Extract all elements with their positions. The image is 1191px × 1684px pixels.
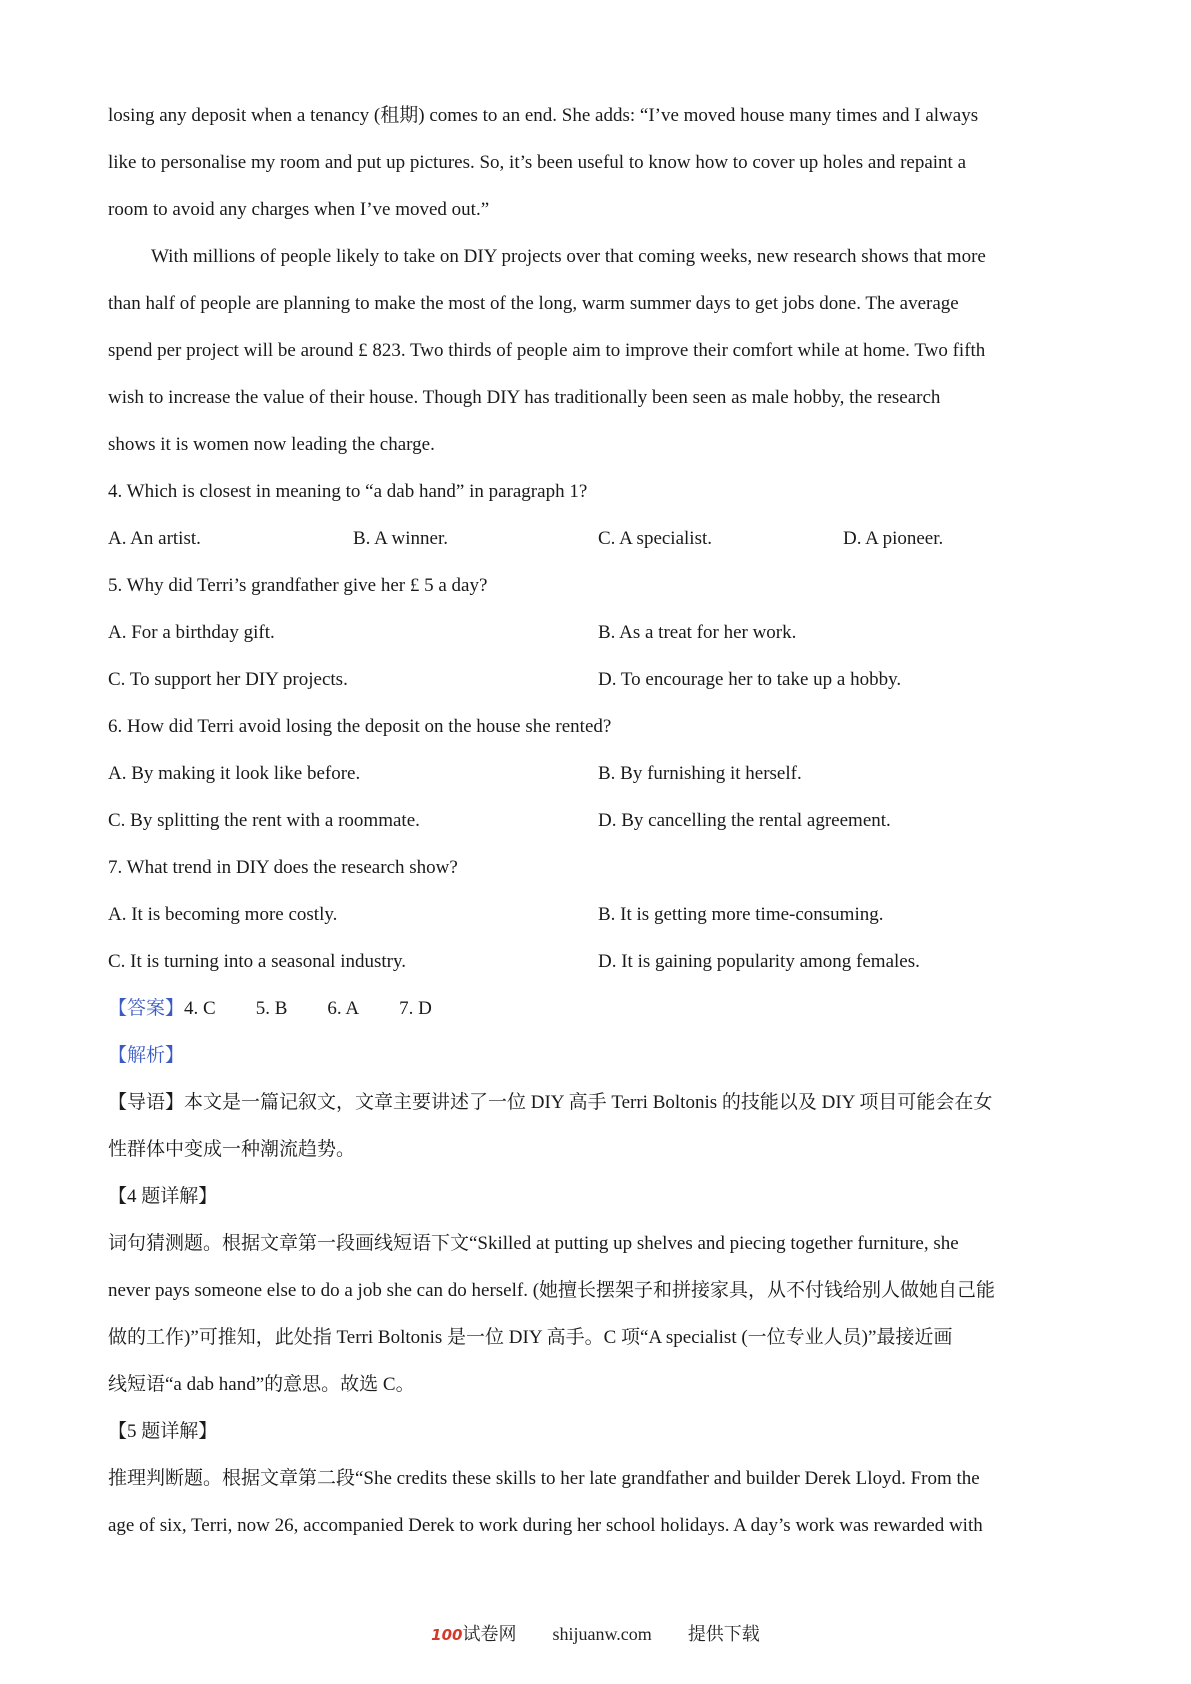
option-row — [108, 609, 1098, 656]
option-c: C. By splitting the rent with a roommate. — [108, 810, 420, 831]
analysis-line: age of six, Terri, now 26, accompanied Derek to work during her school holidays. A day’s work was rewarded with — [108, 1515, 983, 1536]
option-b: B. A winner. — [353, 528, 449, 549]
option-d: D. To encourage her to take up a hobby. — [598, 669, 902, 690]
passage-line: wish to increase the value of their house. Though DIY has traditionally been seen as male hobby, the research — [108, 387, 941, 408]
passage-line: shows it is women now leading the charge. — [108, 434, 435, 455]
document-page — [108, 92, 1098, 1549]
question-7 — [108, 844, 1098, 985]
question-4 — [108, 468, 1098, 562]
question-stem: 4. Which is closest in meaning to “a dab hand” in paragraph 1? — [108, 481, 588, 502]
answer-label: 【答案】 — [108, 998, 185, 1019]
option-row — [108, 797, 1098, 844]
passage-line: room to avoid any charges when I’ve moved out.” — [108, 199, 490, 220]
passage-line: spend per project will be around £ 823. Two thirds of people aim to improve their comfort while at home. Two fifth — [108, 340, 986, 361]
option-b: B. It is getting more time-consuming. — [598, 904, 884, 925]
question-5 — [108, 562, 1098, 703]
option-b: B. By furnishing it herself. — [598, 763, 802, 784]
answer-line — [108, 985, 1098, 1032]
question-stem: 6. How did Terri avoid losing the deposit on the house she rented? — [108, 716, 612, 737]
option-a: A. For a birthday gift. — [108, 622, 275, 643]
analysis-heading: 【4 题详解】 — [108, 1186, 218, 1207]
option-d: D. It is gaining popularity among females. — [598, 951, 920, 972]
analysis-label: 【解析】 — [108, 1045, 185, 1066]
analysis-line: 做的工作)”可推知，此处指 Terri Boltonis 是一位 DIY 高手。C 项“A specialist (一位专业人员)”最接近画 — [108, 1327, 953, 1348]
passage-line: like to personalise my room and put up pictures. So, it’s been useful to know how to cover up holes and repaint a — [108, 152, 966, 173]
question-stem: 5. Why did Terri’s grandfather give her £ 5 a day? — [108, 575, 488, 596]
answer-item: 5. B — [255, 998, 288, 1019]
analysis-line: never pays someone else to do a job she can do herself. (她擅长摆架子和拼接家具，从不付钱给别人做她自己能 — [108, 1280, 996, 1301]
option-d: D. A pioneer. — [843, 528, 944, 549]
question-stem: 7. What trend in DIY does the research show? — [108, 857, 458, 878]
analysis-heading: 【5 题详解】 — [108, 1421, 218, 1442]
answer-item: 4. C — [184, 998, 216, 1019]
option-a: A. An artist. — [108, 528, 201, 549]
passage — [108, 92, 1098, 468]
analysis-line: 线短语“a dab hand”的意思。故选 C。 — [108, 1374, 415, 1395]
passage-line: losing any deposit when a tenancy (租期) comes to an end. She adds: “I’ve moved house many times and I always — [108, 105, 979, 126]
option-b: B. As a treat for her work. — [598, 622, 797, 643]
analysis-line: 【导语】本文是一篇记叙文，文章主要讲述了一位 DIY 高手 Terri Boltonis 的技能以及 DIY 项目可能会在女 — [108, 1092, 993, 1113]
option-row — [108, 750, 1098, 797]
option-row — [108, 891, 1098, 938]
site-domain[interactable]: shijuanw.com — [552, 1624, 652, 1644]
option-row — [108, 656, 1098, 703]
answer-item: 6. A — [327, 998, 360, 1019]
option-row — [108, 515, 1098, 562]
option-c: C. To support her DIY projects. — [108, 669, 348, 690]
analysis-body — [108, 1079, 1098, 1549]
option-d: D. By cancelling the rental agreement. — [598, 810, 891, 831]
page-footer — [0, 1620, 1191, 1646]
question-6 — [108, 703, 1098, 844]
option-a: A. It is becoming more costly. — [108, 904, 338, 925]
analysis-line: 词句猜测题。根据文章第一段画线短语下文“Skilled at putting up shelves and piecing together furniture, she — [108, 1233, 959, 1254]
option-c: C. A specialist. — [598, 528, 712, 549]
passage-line: With millions of people likely to take on DIY projects over that coming weeks, new research shows that more — [151, 246, 986, 267]
answer-item: 7. D — [399, 998, 432, 1019]
passage-line: than half of people are planning to make the most of the long, warm summer days to get jobs done. The average — [108, 293, 959, 314]
analysis-line: 性群体中变成一种潮流趋势。 — [108, 1139, 356, 1160]
option-row — [108, 938, 1098, 985]
option-c: C. It is turning into a seasonal industry. — [108, 951, 406, 972]
download-note: 提供下载 — [687, 1624, 760, 1644]
site-logo: 100 — [431, 1626, 463, 1644]
analysis-line: 推理判断题。根据文章第二段“She credits these skills to her late grandfather and builder Derek Lloyd. From the — [108, 1468, 980, 1489]
option-a: A. By making it look like before. — [108, 763, 361, 784]
site-name: 试卷网 — [462, 1624, 517, 1644]
